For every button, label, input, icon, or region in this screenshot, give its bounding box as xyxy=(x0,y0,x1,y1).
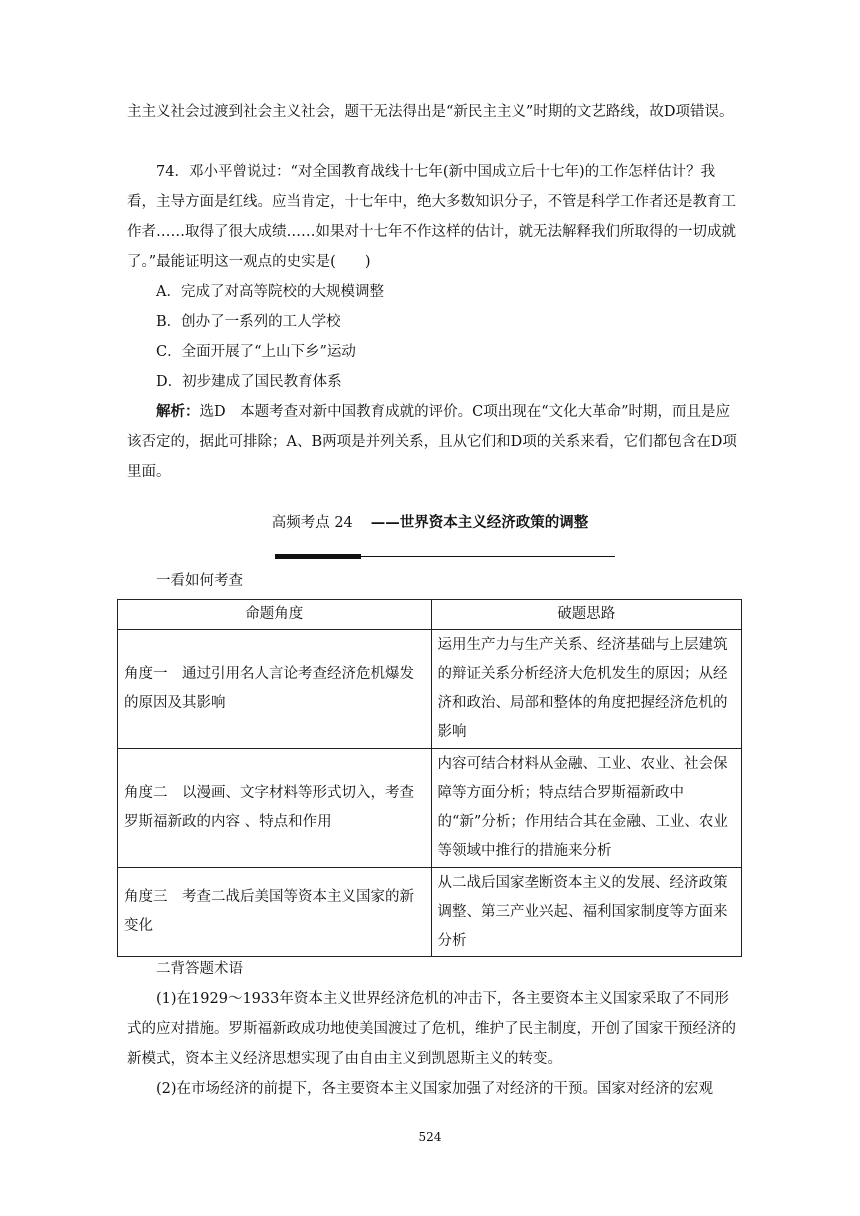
section-title xyxy=(0,509,860,537)
subhead-how-tested: 一看如何考查 xyxy=(156,573,243,589)
table-cell-angle: 角度二 以漫画、文字材料等形式切入，考查罗斯福新政的内容 、特点和作用 xyxy=(118,749,432,868)
table-row xyxy=(118,630,742,749)
option-b: B．创办了一系列的工人学校 xyxy=(156,314,341,330)
term-1: (1)在1929～1933年资本主义世界经济危机的冲击下，各主要资本主义国家采取了不同形式的应对措施。罗斯福新政成功地使美国渡过了危机，维护了民主制度，开创了国家干预经济的新模式，资本主义经济思想实现了由自由主义到凯恩斯主义的转变。 xyxy=(127,991,736,1067)
table-cell-approach: 内容可结合材料从金融、工业、农业、社会保障等方面分析；特点结合罗斯福新政中的“新”分析；作用结合其在金融、工业、农业等领域中推行的措施来分析 xyxy=(431,749,742,868)
question-74-stem: 74．邓小平曾说过：“对全国教育战线十七年(新中国成立后十七年)的工作怎样估计？我看，主导方面是红线。应当肯定，十七年中，绝大多数知识分子，不管是科学工作者还是教育工作者……取得了很大成绩……如果对十七年不作这样的估计，就无法解释我们所取得的一切成就了。”最能证明这一观点的史实是( ) xyxy=(127,164,736,270)
option-c: C．全面开展了“上山下乡”运动 xyxy=(156,344,356,360)
table-cell-angle: 角度三 考查二战后美国等资本主义国家的新变化 xyxy=(118,868,432,957)
table-header: 破题思路 xyxy=(431,600,742,630)
exam-angle-table xyxy=(117,599,742,957)
analysis xyxy=(127,397,737,487)
table-cell-angle: 角度一 通过引用名人言论考查经济危机爆发的原因及其影响 xyxy=(118,630,432,749)
section-divider-accent xyxy=(275,554,361,559)
option-a: A．完成了对高等院校的大规模调整 xyxy=(156,284,384,300)
table-row xyxy=(118,749,742,868)
table-row xyxy=(118,868,742,957)
subhead-answer-terms: 二背答题术语 xyxy=(156,961,243,977)
section-name: ——世界资本主义经济政策的调整 xyxy=(370,514,589,531)
analysis-label: 解析： xyxy=(156,403,200,420)
table-cell-approach: 从二战后国家垄断资本主义的发展、经济政策调整、第三产业兴起、福利国家制度等方面来分析 xyxy=(431,868,742,957)
term-2: (2)在市场经济的前提下，各主要资本主义国家加强了对经济的干预。国家对经济的宏观 xyxy=(156,1081,714,1097)
table-header-row xyxy=(118,600,742,630)
option-d: D．初步建成了国民教育体系 xyxy=(156,374,342,390)
section-number: 高频考点 24 xyxy=(271,515,353,531)
analysis-text: 选D 本题考查对新中国教育成就的评价。C项出现在“文化大革命”时期，而且是应该否定的，据此可排除；A、B两项是并列关系，且从它们和D项的关系来看，它们都包含在D项里面。 xyxy=(127,404,737,480)
table-header: 命题角度 xyxy=(118,600,432,630)
table-cell-approach: 运用生产力与生产关系、经济基础与上层建筑的辩证关系分析经济大危机发生的原因；从经济和政治、局部和整体的角度把握经济危机的影响 xyxy=(431,630,742,749)
page-number: 524 xyxy=(418,1130,442,1144)
previous-explanation: 主主义社会过渡到社会主义社会，题干无法得出是“新民主主义”时期的文艺路线，故D项错误。 xyxy=(127,104,734,120)
